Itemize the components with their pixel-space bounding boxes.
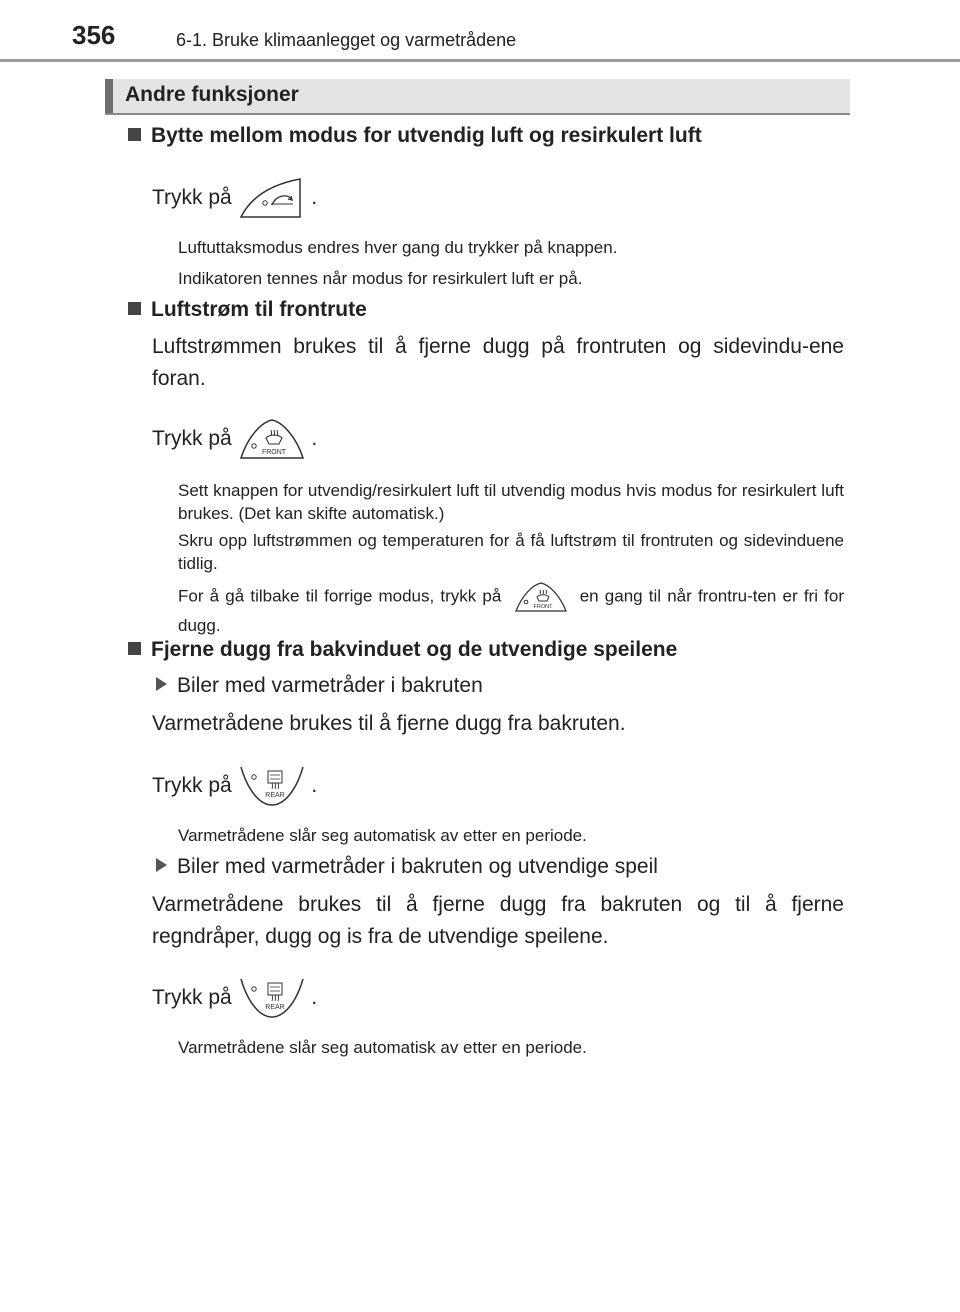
front-button-label: FRONT	[533, 604, 553, 610]
heading-windshield-text: Luftstrøm til frontrute	[151, 298, 367, 321]
rear-window-body: Varmetrådene brukes til å fjerne dugg fra bakruten.	[152, 712, 626, 735]
heading-recirculation-text: Bytte mellom modus for utvendig luft og resirkulert luft	[151, 124, 702, 147]
triangle-bullet-icon	[156, 858, 167, 872]
note-return-previous	[178, 580, 844, 637]
recirculation-button-icon	[238, 173, 306, 223]
triangle-bullet-icon	[156, 677, 167, 691]
subheading-rear-window-mirrors-text: Biler med varmetråder i bakruten og utvendige speil	[177, 855, 658, 878]
square-bullet-icon	[128, 302, 141, 315]
press-prefix: Trykk på	[152, 774, 232, 797]
heading-rear-defog	[128, 638, 677, 662]
subheading-rear-window-text: Biler med varmetråder i bakruten	[177, 674, 483, 697]
rear-defog-button-icon	[238, 973, 306, 1023]
press-suffix: .	[311, 986, 318, 1009]
header-rule	[0, 59, 960, 62]
heading-recirculation	[128, 124, 702, 148]
press-prefix: Trykk på	[152, 186, 232, 209]
press-suffix: .	[311, 186, 318, 209]
press-line-front	[152, 413, 317, 465]
heading-windshield	[128, 298, 367, 322]
windshield-body: Luftstrømmen brukes til å fjerne dugg på frontruten og sidevindu-ene foran.	[152, 335, 844, 390]
press-line-rear-1	[152, 760, 317, 812]
page-number: 356	[72, 20, 116, 50]
front-defrost-button-icon-small	[514, 580, 568, 614]
note-auto-off-1: Varmetrådene slår seg automatisk av etter en periode.	[178, 826, 587, 845]
note-return-prefix: For å gå tilbake til forrige modus, trykk på	[178, 586, 502, 606]
note-auto-off-2: Varmetrådene slår seg automatisk av etter en periode.	[178, 1038, 587, 1057]
section-title: Andre funksjoner	[125, 83, 299, 106]
chapter-title: 6-1. Bruke klimaanlegget og varmetrådene	[176, 30, 517, 50]
press-line-rear-2	[152, 972, 317, 1024]
front-defrost-button-icon	[238, 414, 306, 464]
press-suffix: .	[311, 427, 318, 450]
press-prefix: Trykk på	[152, 427, 232, 450]
section-bar	[105, 79, 850, 115]
rear-defog-button-icon	[238, 761, 306, 811]
section-bar-accent	[105, 79, 113, 113]
heading-rear-defog-text: Fjerne dugg fra bakvinduet og de utvendige speilene	[151, 638, 678, 661]
front-button-label: FRONT	[261, 449, 286, 457]
press-prefix: Trykk på	[152, 986, 232, 1009]
note-indicator: Indikatoren tennes når modus for resirkulert luft er på.	[178, 269, 583, 288]
rear-button-label: REAR	[264, 792, 285, 800]
press-line-recirculation	[152, 172, 317, 224]
square-bullet-icon	[128, 128, 141, 141]
note-set-outside-mode: Sett knappen for utvendig/resirkulert luft til utvendig modus hvis modus for resirkulert luft brukes. (Det kan skifte automatisk.)	[178, 481, 844, 523]
note-intake-mode: Luftuttaksmodus endres hver gang du trykker på knappen.	[178, 238, 618, 257]
square-bullet-icon	[128, 642, 141, 655]
note-return-suffix: en gang til når frontru-ten er fri for dugg.	[178, 586, 844, 635]
subheading-rear-window	[156, 674, 483, 698]
subheading-rear-window-mirrors	[156, 855, 658, 879]
note-increase-airflow: Skru opp luftstrømmen og temperaturen for å få luftstrøm til frontruten og sidevinduene tidlig.	[178, 531, 844, 573]
rear-window-mirrors-body: Varmetrådene brukes til å fjerne dugg fra bakruten og til å fjerne regndråper, dugg og is fra de utvendige speilene.	[152, 893, 844, 948]
rear-button-label: REAR	[264, 1004, 285, 1012]
press-suffix: .	[311, 774, 318, 797]
